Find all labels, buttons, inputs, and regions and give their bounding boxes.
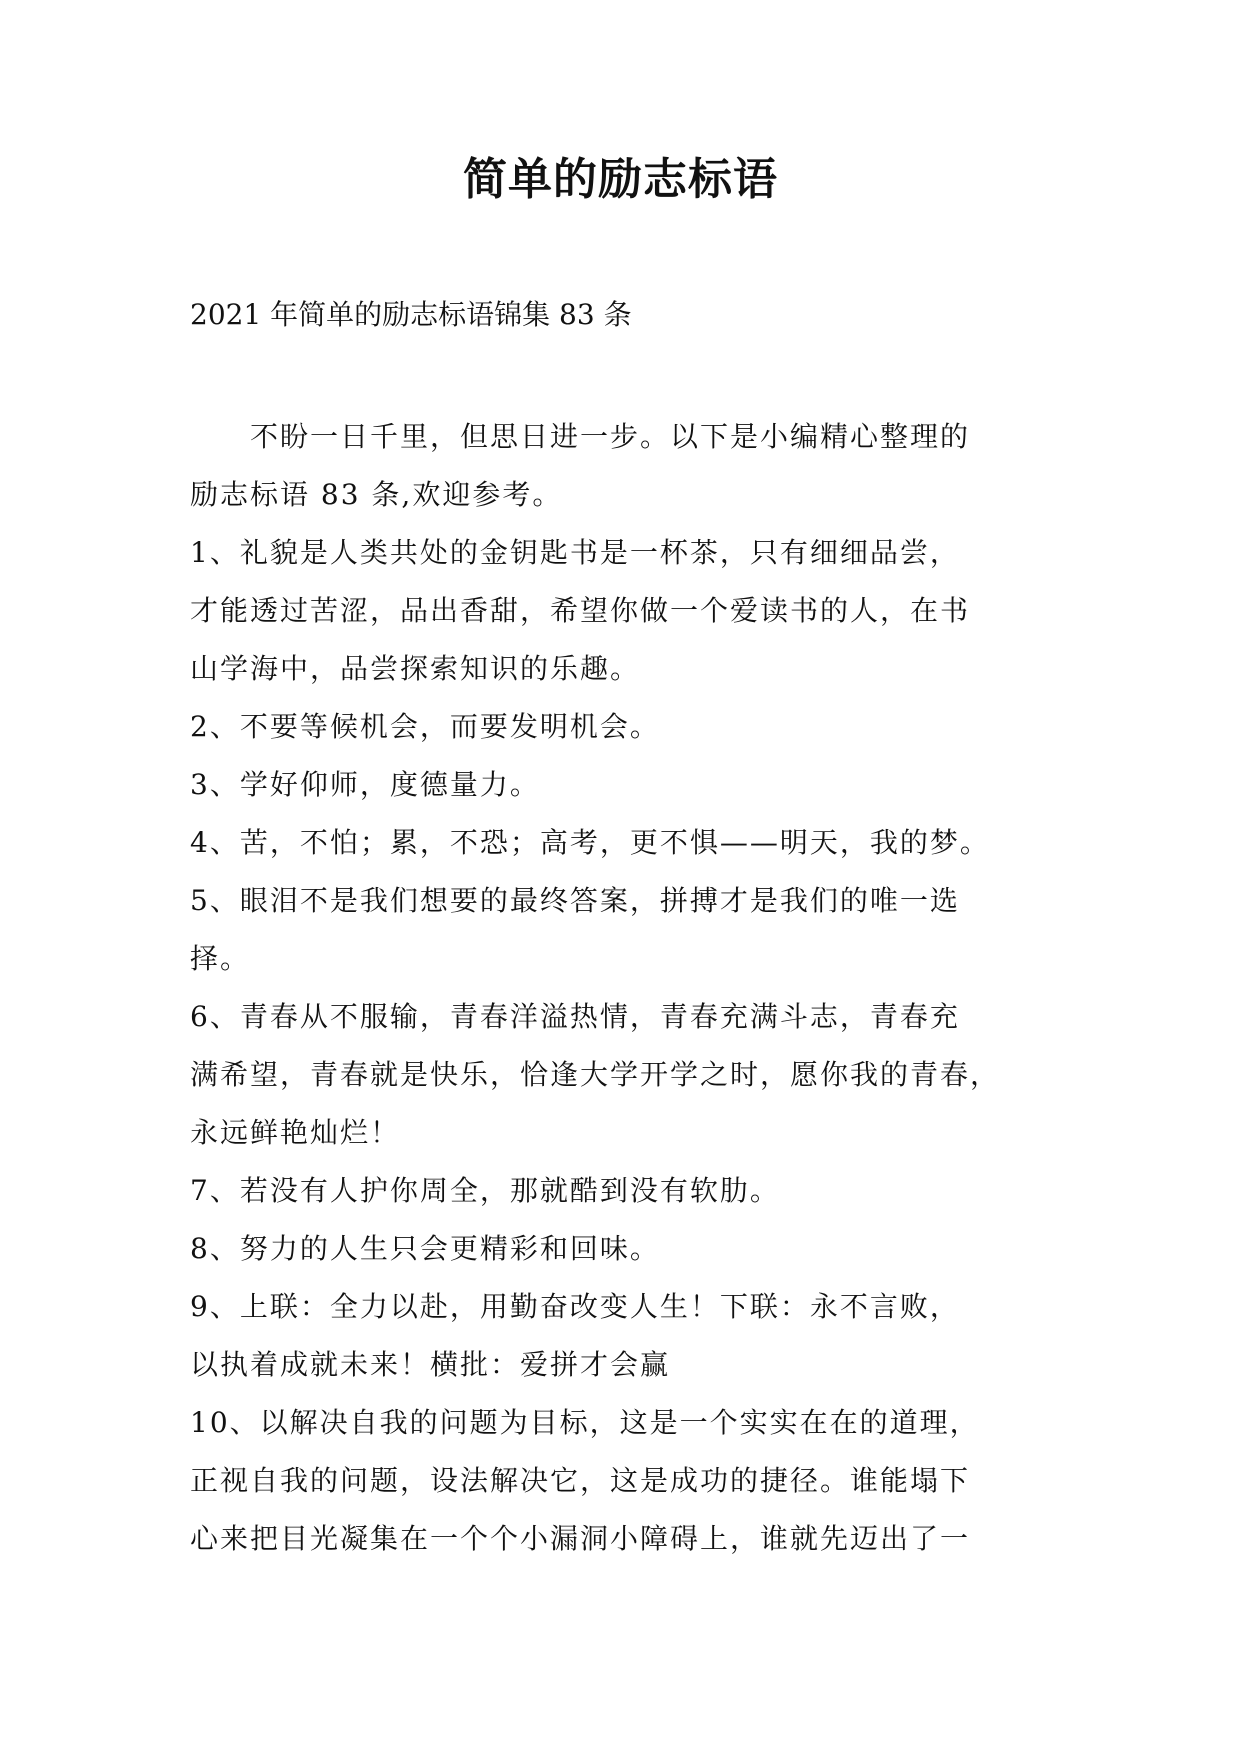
text-line: 不盼一日千里，但思日进一步。以下是小编精心整理的 [190,420,971,453]
text-line: 2、不要等候机会，而要发明机会。 [190,710,660,743]
text-line: 5、眼泪不是我们想要的最终答案，拼搏才是我们的唯一选 [190,884,960,917]
text-line: 山学海中，品尝探索知识的乐趣。 [190,652,641,685]
text-line: 择。 [190,942,251,975]
text-line: 永远鲜艳灿烂！ [190,1116,401,1149]
text-line: 10、以解决自我的问题为目标，这是一个实实在在的道理， [190,1406,980,1439]
text-line: 9、上联：全力以赴，用勤奋改变人生！下联：永不言败， [190,1290,960,1323]
text-line: 才能透过苦涩，品出香甜，希望你做一个爱读书的人，在书 [190,594,971,627]
document-subtitle: 2021 年简单的励志标语锦集 83 条 [190,298,632,331]
text-line: 正视自我的问题，设法解决它，这是成功的捷径。谁能塌下 [190,1464,971,1497]
text-line: 1、礼貌是人类共处的金钥匙书是一杯茶，只有细细品尝， [190,536,960,569]
text-line: 心来把目光凝集在一个个小漏洞小障碍上，谁就先迈出了一 [190,1522,971,1555]
text-line: 8、努力的人生只会更精彩和回味。 [190,1232,660,1265]
text-line: 6、青春从不服输，青春洋溢热情，青春充满斗志，青春充 [190,1000,960,1033]
text-line: 3、学好仰师，度德量力。 [190,768,540,801]
text-line: 满希望，青春就是快乐，恰逢大学开学之时，愿你我的青春， [190,1058,1001,1091]
body-text [190,408,1070,1568]
page-title: 简单的励志标语 [463,154,778,205]
text-line: 以执着成就未来！横批：爱拼才会赢 [190,1348,671,1381]
text-line: 励志标语 83 条,欢迎参考。 [190,478,563,511]
text-line: 7、若没有人护你周全，那就酷到没有软肋。 [190,1174,780,1207]
text-line: 4、苦，不怕；累，不恐；高考，更不惧——明天，我的梦。 [190,826,990,859]
